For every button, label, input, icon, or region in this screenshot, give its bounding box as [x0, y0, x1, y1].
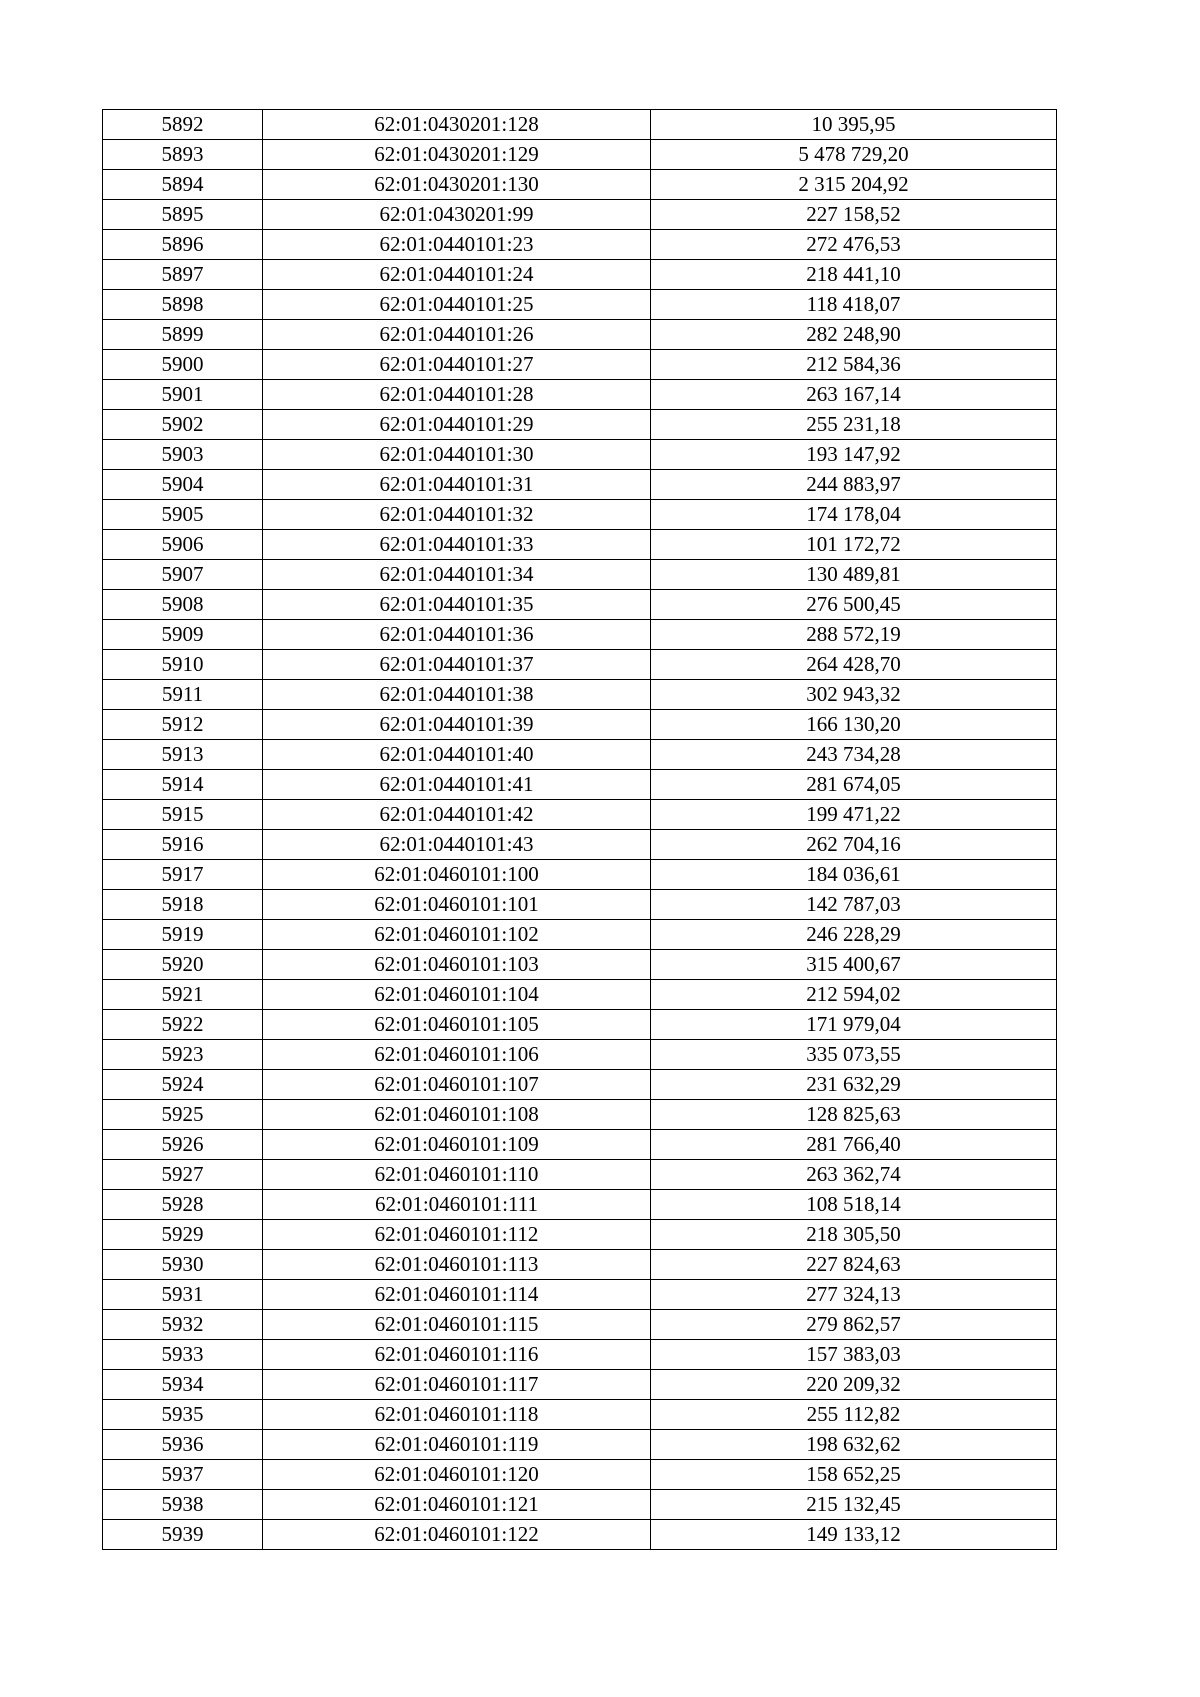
row-number-cell: 5899	[103, 320, 263, 350]
cadastral-value-cell: 2 315 204,92	[651, 170, 1057, 200]
cadastral-number-cell: 62:01:0460101:111	[263, 1190, 651, 1220]
cadastral-number-cell: 62:01:0440101:38	[263, 680, 651, 710]
cadastral-number-cell: 62:01:0440101:25	[263, 290, 651, 320]
cadastral-number-cell: 62:01:0460101:119	[263, 1430, 651, 1460]
row-number-cell: 5909	[103, 620, 263, 650]
table-row	[103, 230, 1057, 260]
table-row	[103, 1010, 1057, 1040]
table-row	[103, 1130, 1057, 1160]
row-number-cell: 5910	[103, 650, 263, 680]
cadastral-number-cell: 62:01:0440101:23	[263, 230, 651, 260]
table-row	[103, 1460, 1057, 1490]
cadastral-value-cell: 218 441,10	[651, 260, 1057, 290]
table-row	[103, 740, 1057, 770]
table-row	[103, 1220, 1057, 1250]
cadastral-value-cell: 108 518,14	[651, 1190, 1057, 1220]
cadastral-number-cell: 62:01:0430201:99	[263, 200, 651, 230]
cadastral-value-cell: 212 584,36	[651, 350, 1057, 380]
table-row	[103, 650, 1057, 680]
row-number-cell: 5917	[103, 860, 263, 890]
cadastral-number-cell: 62:01:0460101:110	[263, 1160, 651, 1190]
table-row	[103, 440, 1057, 470]
cadastral-value-cell: 149 133,12	[651, 1520, 1057, 1550]
table-row	[103, 1250, 1057, 1280]
row-number-cell: 5897	[103, 260, 263, 290]
cadastral-number-cell: 62:01:0460101:113	[263, 1250, 651, 1280]
row-number-cell: 5922	[103, 1010, 263, 1040]
row-number-cell: 5898	[103, 290, 263, 320]
cadastral-value-cell: 315 400,67	[651, 950, 1057, 980]
cadastral-value-cell: 227 158,52	[651, 200, 1057, 230]
cadastral-number-cell: 62:01:0440101:33	[263, 530, 651, 560]
table-row	[103, 1370, 1057, 1400]
cadastral-value-cell: 142 787,03	[651, 890, 1057, 920]
cadastral-number-cell: 62:01:0460101:120	[263, 1460, 651, 1490]
cadastral-number-cell: 62:01:0460101:102	[263, 920, 651, 950]
table-row	[103, 500, 1057, 530]
cadastral-number-cell: 62:01:0460101:108	[263, 1100, 651, 1130]
table-row	[103, 530, 1057, 560]
row-number-cell: 5894	[103, 170, 263, 200]
cadastral-number-cell: 62:01:0440101:37	[263, 650, 651, 680]
cadastral-number-cell: 62:01:0460101:117	[263, 1370, 651, 1400]
cadastral-value-cell: 10 395,95	[651, 110, 1057, 140]
row-number-cell: 5927	[103, 1160, 263, 1190]
cadastral-value-cell: 231 632,29	[651, 1070, 1057, 1100]
cadastral-number-cell: 62:01:0460101:114	[263, 1280, 651, 1310]
row-number-cell: 5912	[103, 710, 263, 740]
cadastral-number-cell: 62:01:0440101:40	[263, 740, 651, 770]
cadastral-number-cell: 62:01:0440101:28	[263, 380, 651, 410]
table-row	[103, 860, 1057, 890]
cadastral-number-cell: 62:01:0460101:105	[263, 1010, 651, 1040]
table-row	[103, 770, 1057, 800]
cadastral-number-cell: 62:01:0440101:31	[263, 470, 651, 500]
table-row	[103, 1400, 1057, 1430]
cadastral-number-cell: 62:01:0440101:39	[263, 710, 651, 740]
cadastral-value-table	[102, 109, 1057, 1550]
row-number-cell: 5933	[103, 1340, 263, 1370]
row-number-cell: 5934	[103, 1370, 263, 1400]
row-number-cell: 5930	[103, 1250, 263, 1280]
table-row	[103, 950, 1057, 980]
table-row	[103, 260, 1057, 290]
table-row	[103, 680, 1057, 710]
cadastral-value-cell: 193 147,92	[651, 440, 1057, 470]
table-row	[103, 800, 1057, 830]
row-number-cell: 5902	[103, 410, 263, 440]
table-row	[103, 1340, 1057, 1370]
cadastral-number-cell: 62:01:0440101:24	[263, 260, 651, 290]
table-row	[103, 1160, 1057, 1190]
row-number-cell: 5928	[103, 1190, 263, 1220]
row-number-cell: 5929	[103, 1220, 263, 1250]
cadastral-number-cell: 62:01:0440101:32	[263, 500, 651, 530]
cadastral-value-cell: 101 172,72	[651, 530, 1057, 560]
cadastral-number-cell: 62:01:0460101:107	[263, 1070, 651, 1100]
table-row	[103, 1280, 1057, 1310]
row-number-cell: 5921	[103, 980, 263, 1010]
table-row	[103, 1040, 1057, 1070]
table-row	[103, 320, 1057, 350]
cadastral-number-cell: 62:01:0440101:26	[263, 320, 651, 350]
cadastral-value-cell: 281 766,40	[651, 1130, 1057, 1160]
table-row	[103, 380, 1057, 410]
row-number-cell: 5900	[103, 350, 263, 380]
table-row	[103, 1490, 1057, 1520]
cadastral-number-cell: 62:01:0440101:43	[263, 830, 651, 860]
cadastral-value-cell: 288 572,19	[651, 620, 1057, 650]
cadastral-value-cell: 158 652,25	[651, 1460, 1057, 1490]
table-row	[103, 110, 1057, 140]
cadastral-value-cell: 5 478 729,20	[651, 140, 1057, 170]
row-number-cell: 5895	[103, 200, 263, 230]
cadastral-number-cell: 62:01:0460101:118	[263, 1400, 651, 1430]
cadastral-number-cell: 62:01:0460101:100	[263, 860, 651, 890]
cadastral-value-cell: 272 476,53	[651, 230, 1057, 260]
cadastral-value-cell: 212 594,02	[651, 980, 1057, 1010]
row-number-cell: 5919	[103, 920, 263, 950]
row-number-cell: 5918	[103, 890, 263, 920]
cadastral-value-cell: 218 305,50	[651, 1220, 1057, 1250]
cadastral-number-cell: 62:01:0430201:128	[263, 110, 651, 140]
row-number-cell: 5935	[103, 1400, 263, 1430]
row-number-cell: 5931	[103, 1280, 263, 1310]
row-number-cell: 5907	[103, 560, 263, 590]
row-number-cell: 5905	[103, 500, 263, 530]
cadastral-value-cell: 277 324,13	[651, 1280, 1057, 1310]
cadastral-value-cell: 128 825,63	[651, 1100, 1057, 1130]
row-number-cell: 5896	[103, 230, 263, 260]
cadastral-value-cell: 262 704,16	[651, 830, 1057, 860]
row-number-cell: 5915	[103, 800, 263, 830]
cadastral-value-cell: 157 383,03	[651, 1340, 1057, 1370]
table-row	[103, 620, 1057, 650]
table-row	[103, 1190, 1057, 1220]
row-number-cell: 5939	[103, 1520, 263, 1550]
cadastral-value-cell: 246 228,29	[651, 920, 1057, 950]
cadastral-value-cell: 215 132,45	[651, 1490, 1057, 1520]
cadastral-number-cell: 62:01:0440101:30	[263, 440, 651, 470]
row-number-cell: 5903	[103, 440, 263, 470]
table-row	[103, 200, 1057, 230]
cadastral-value-cell: 243 734,28	[651, 740, 1057, 770]
row-number-cell: 5893	[103, 140, 263, 170]
cadastral-value-cell: 263 362,74	[651, 1160, 1057, 1190]
row-number-cell: 5904	[103, 470, 263, 500]
cadastral-number-cell: 62:01:0460101:115	[263, 1310, 651, 1340]
table-row	[103, 410, 1057, 440]
row-number-cell: 5924	[103, 1070, 263, 1100]
row-number-cell: 5937	[103, 1460, 263, 1490]
cadastral-number-cell: 62:01:0440101:41	[263, 770, 651, 800]
cadastral-value-cell: 255 112,82	[651, 1400, 1057, 1430]
cadastral-number-cell: 62:01:0460101:122	[263, 1520, 651, 1550]
table-row	[103, 1430, 1057, 1460]
cadastral-value-cell: 335 073,55	[651, 1040, 1057, 1070]
cadastral-number-cell: 62:01:0440101:36	[263, 620, 651, 650]
cadastral-value-cell: 244 883,97	[651, 470, 1057, 500]
cadastral-value-cell: 255 231,18	[651, 410, 1057, 440]
row-number-cell: 5925	[103, 1100, 263, 1130]
table-row	[103, 290, 1057, 320]
table-row	[103, 560, 1057, 590]
cadastral-value-cell: 220 209,32	[651, 1370, 1057, 1400]
cadastral-value-cell: 171 979,04	[651, 1010, 1057, 1040]
cadastral-number-cell: 62:01:0460101:112	[263, 1220, 651, 1250]
cadastral-number-cell: 62:01:0440101:29	[263, 410, 651, 440]
table-row	[103, 830, 1057, 860]
table-row	[103, 1310, 1057, 1340]
table-row	[103, 980, 1057, 1010]
row-number-cell: 5938	[103, 1490, 263, 1520]
row-number-cell: 5916	[103, 830, 263, 860]
cadastral-number-cell: 62:01:0440101:42	[263, 800, 651, 830]
cadastral-value-cell: 227 824,63	[651, 1250, 1057, 1280]
cadastral-value-cell: 166 130,20	[651, 710, 1057, 740]
row-number-cell: 5936	[103, 1430, 263, 1460]
cadastral-number-cell: 62:01:0440101:34	[263, 560, 651, 590]
table-row	[103, 590, 1057, 620]
cadastral-value-cell: 282 248,90	[651, 320, 1057, 350]
row-number-cell: 5911	[103, 680, 263, 710]
table-row	[103, 920, 1057, 950]
cadastral-value-cell: 198 632,62	[651, 1430, 1057, 1460]
cadastral-number-cell: 62:01:0460101:109	[263, 1130, 651, 1160]
table-row	[103, 890, 1057, 920]
cadastral-number-cell: 62:01:0460101:106	[263, 1040, 651, 1070]
cadastral-number-cell: 62:01:0430201:129	[263, 140, 651, 170]
cadastral-number-cell: 62:01:0440101:35	[263, 590, 651, 620]
row-number-cell: 5914	[103, 770, 263, 800]
table-row	[103, 1520, 1057, 1550]
row-number-cell: 5906	[103, 530, 263, 560]
cadastral-value-cell: 279 862,57	[651, 1310, 1057, 1340]
row-number-cell: 5932	[103, 1310, 263, 1340]
cadastral-value-cell: 184 036,61	[651, 860, 1057, 890]
cadastral-number-cell: 62:01:0460101:116	[263, 1340, 651, 1370]
cadastral-number-cell: 62:01:0430201:130	[263, 170, 651, 200]
row-number-cell: 5923	[103, 1040, 263, 1070]
table-row	[103, 470, 1057, 500]
cadastral-value-cell: 118 418,07	[651, 290, 1057, 320]
cadastral-value-cell: 174 178,04	[651, 500, 1057, 530]
row-number-cell: 5901	[103, 380, 263, 410]
row-number-cell: 5926	[103, 1130, 263, 1160]
table-body	[103, 110, 1057, 1550]
cadastral-value-cell: 263 167,14	[651, 380, 1057, 410]
table-row	[103, 1100, 1057, 1130]
cadastral-number-cell: 62:01:0460101:101	[263, 890, 651, 920]
table-row	[103, 350, 1057, 380]
row-number-cell: 5920	[103, 950, 263, 980]
cadastral-number-cell: 62:01:0460101:121	[263, 1490, 651, 1520]
row-number-cell: 5913	[103, 740, 263, 770]
row-number-cell: 5908	[103, 590, 263, 620]
cadastral-value-cell: 264 428,70	[651, 650, 1057, 680]
cadastral-number-cell: 62:01:0460101:104	[263, 980, 651, 1010]
cadastral-value-cell: 199 471,22	[651, 800, 1057, 830]
table-row	[103, 140, 1057, 170]
table-row	[103, 710, 1057, 740]
cadastral-value-cell: 281 674,05	[651, 770, 1057, 800]
row-number-cell: 5892	[103, 110, 263, 140]
cadastral-value-cell: 276 500,45	[651, 590, 1057, 620]
table-row	[103, 1070, 1057, 1100]
cadastral-number-cell: 62:01:0440101:27	[263, 350, 651, 380]
cadastral-value-cell: 302 943,32	[651, 680, 1057, 710]
cadastral-value-cell: 130 489,81	[651, 560, 1057, 590]
table-row	[103, 170, 1057, 200]
cadastral-number-cell: 62:01:0460101:103	[263, 950, 651, 980]
